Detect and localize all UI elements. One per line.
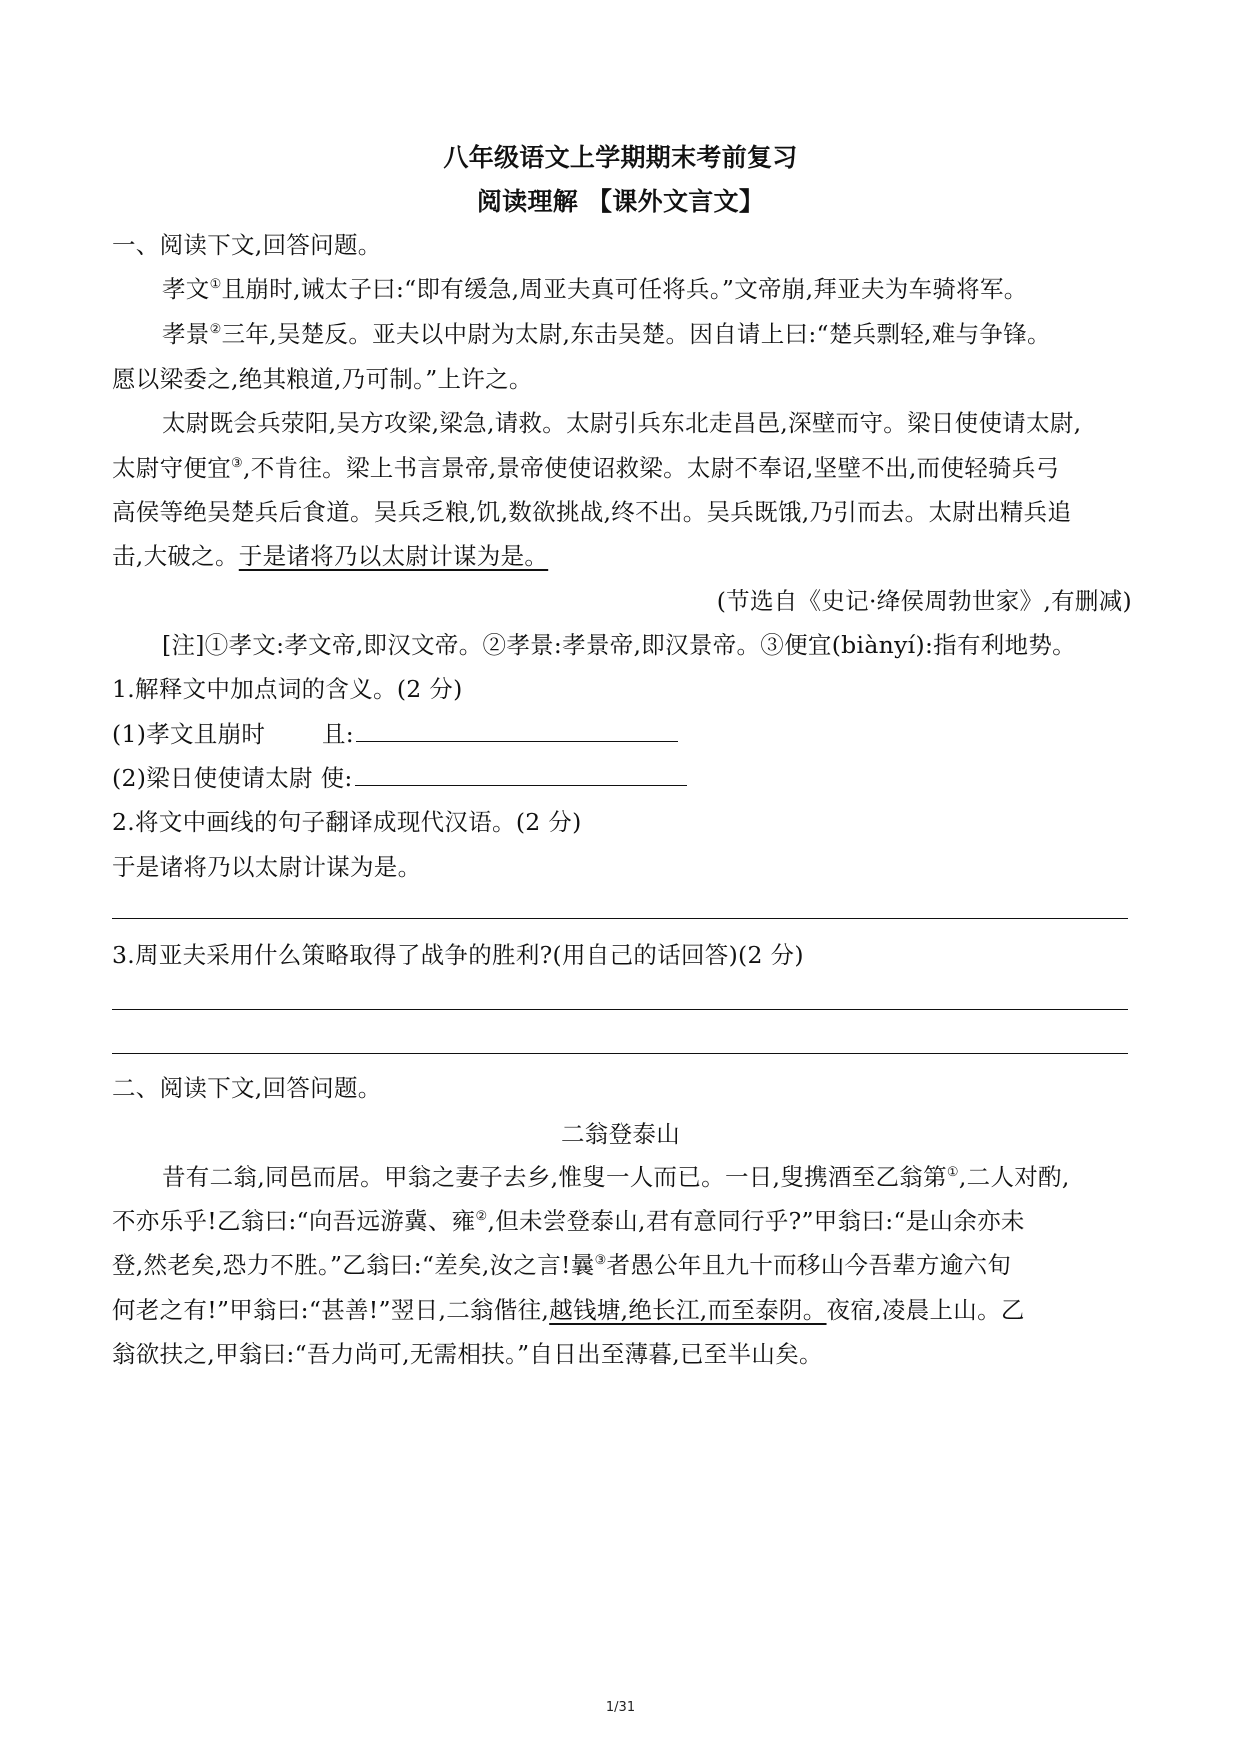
passage2-line4: 何老之有!”甲翁曰:“甚善!”翌日,二翁偕往,越钱塘,绝长江,而至泰阴。夜宿,凌晨上山。乙 <box>112 1296 1025 1324</box>
underlined-sentence: 越钱塘,绝长江,而至泰阴。 <box>549 1296 827 1324</box>
passage2-line3: 登,然老矣,恐力不胜。”乙翁曰:“差矣,汝之言!曩③者愚公年且九十而移山今吾辈方逾六旬 <box>112 1251 1012 1279</box>
passage1-paragraph3-line4: 击,大破之。于是诸将乃以太尉计谋为是。 <box>112 542 549 570</box>
passage1-paragraph1: 孝文①且崩时,诫太子曰:“即有缓急,周亚夫真可任将兵。”文帝崩,拜亚夫为车骑将军。 <box>162 275 1028 303</box>
footnote-marker: ① <box>209 277 222 292</box>
question-1-2: (2)梁日使使请太尉 使: <box>112 761 1132 795</box>
question-1: 1.解释文中加点词的含义。(2 分) <box>112 675 463 703</box>
section2-heading: 二、阅读下文,回答问题。 <box>112 1074 382 1102</box>
document-title: 八年级语文上学期期末考前复习 <box>443 143 798 172</box>
question-2: 2.将文中画线的句子翻译成现代汉语。(2 分) <box>112 808 582 836</box>
answer-line[interactable] <box>112 1009 1128 1010</box>
passage2-title: 二翁登泰山 <box>561 1120 680 1148</box>
answer-blank[interactable] <box>355 763 687 786</box>
answer-blank[interactable] <box>356 719 678 742</box>
passage2-line1: 昔有二翁,同邑而居。甲翁之妻子去乡,惟叟一人而已。一日,叟携酒至乙翁第①,二人对酌, <box>162 1163 1070 1191</box>
passage1-source: (节选自《史记·绛侯周勃世家》,有删减) <box>716 587 1132 615</box>
footnote-marker: ① <box>946 1165 959 1180</box>
passage1-paragraph3-line3: 高侯等绝吴楚兵后食道。吴兵乏粮,饥,数欲挑战,终不出。吴兵既饿,乃引而去。太尉出精兵追 <box>112 498 1072 526</box>
question-2-sentence: 于是诸将乃以太尉计谋为是。 <box>112 853 422 881</box>
passage2-line2: 不亦乐乎!乙翁曰:“向吾远游冀、雍②,但未尝登泰山,君有意同行乎?”甲翁曰:“是山余亦未 <box>112 1207 1025 1235</box>
passage1-paragraph2-cont: 愿以梁委之,绝其粮道,乃可制。”上许之。 <box>112 365 533 393</box>
section1-heading: 一、阅读下文,回答问题。 <box>112 231 382 259</box>
answer-line[interactable] <box>112 1053 1128 1054</box>
footnote-marker: ② <box>209 322 222 337</box>
question-3: 3.周亚夫采用什么策略取得了战争的胜利?(用自己的话回答)(2 分) <box>112 941 804 969</box>
passage2-line5: 翁欲扶之,甲翁曰:“吾力尚可,无需相扶。”自日出至薄暮,已至半山矣。 <box>112 1340 823 1368</box>
footnote-marker: ③ <box>594 1253 607 1268</box>
answer-line[interactable] <box>112 918 1128 919</box>
question-1-1: (1)孝文且崩时 且: <box>112 717 1132 751</box>
document-subtitle: 阅读理解 【课外文言文】 <box>476 187 765 216</box>
passage1-notes: [注]①孝文:孝文帝,即汉文帝。②孝景:孝景帝,即汉景帝。③便宜(biànyí):指有利地势。 <box>162 631 1076 659</box>
passage1-paragraph2: 孝景②三年,吴楚反。亚夫以中尉为太尉,东击吴楚。因自请上曰:“楚兵剽轻,难与争锋。 <box>162 320 1051 348</box>
underlined-sentence: 于是诸将乃以太尉计谋为是。 <box>238 542 549 570</box>
footnote-marker: ② <box>475 1209 488 1224</box>
page-number: 1/31 <box>605 1700 636 1715</box>
passage1-paragraph3-line2: 太尉守便宜③,不肯往。梁上书言景帝,景帝使使诏救梁。太尉不奉诏,坚壁不出,而使轻骑兵弓 <box>112 454 1060 482</box>
passage1-paragraph3: 太尉既会兵荥阳,吴方攻梁,梁急,请救。太尉引兵东北走昌邑,深壁而守。梁日使使请太尉, <box>162 409 1082 437</box>
footnote-marker: ③ <box>231 456 243 471</box>
